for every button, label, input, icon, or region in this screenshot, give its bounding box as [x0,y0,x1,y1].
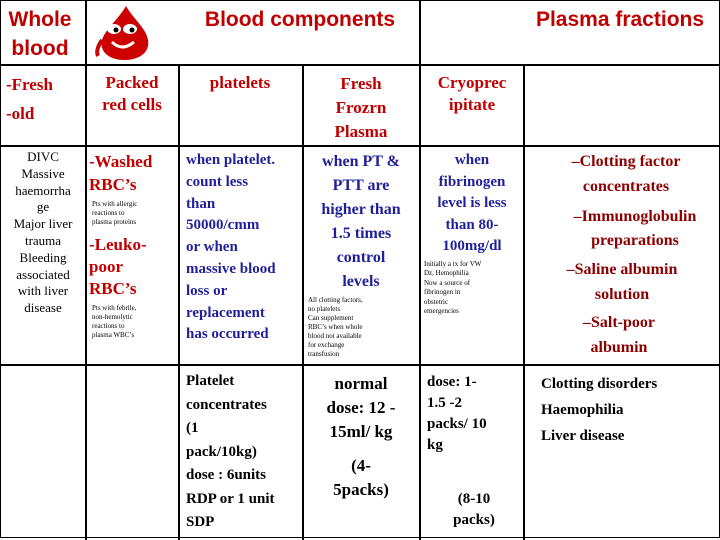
packed-cells-subtypes [89,150,177,340]
blood-drop-cartoon-icon [88,2,160,62]
cryoprecipitate-label: Cryoprec ipitate [437,73,507,114]
cryo-note: Initially a tx for VW Dz, Hemophilia Now a source of fibrinogen in obstetric emergencies [424,259,482,315]
grid-line [85,0,87,540]
washed-rbc-note: Pts with allergic reactions to plasma proteins [92,200,138,226]
ffp-dose: normal dose: 12 - 15ml/ kg [326,374,396,441]
saline-albumin-solution: –Saline albumin solution [566,261,678,303]
header-blood-components: Blood components [204,8,396,31]
grid-line [0,145,720,147]
plasma-fractions-uses: Clotting disorders Haemophilia Liver disease [541,376,658,444]
grid-line [0,364,720,366]
ffp-indication-cell [304,150,418,359]
clotting-factor-concentrates: –Clotting factor concentrates [571,153,681,195]
ffp-note: All clotting factors, no platelets Can supplement RBC’s when whole blood not available for exchange transfusion [308,296,363,358]
ffp-dose-cell [304,372,418,502]
salt-poor-albumin: –Salt-poor albumin [583,313,655,356]
whole-blood-types [6,70,84,128]
platelets-indication: when platelet. count less than 50000/cmm or when massive blood loss or replacement has occurred [186,152,276,343]
ffp-packs: (4- 5packs) [333,456,389,499]
plasma-fractions-list [526,150,718,360]
leuko-poor-rbc-note: Pts with febrile, non-hemolytic reactions to plasma WBC’s [92,304,137,339]
header-whole-blood [0,5,80,63]
ffp-indication: when PT & PTT are higher than 1.5 times control levels [321,153,401,290]
whole-blood-indications: DIVC Massive haemorrha ge Major liver trauma Bleeding associated with liver disease [13,149,73,316]
cryo-packs: (8-10 packs) [453,491,495,528]
cryo-dose-cell [427,372,521,531]
header-plasma-fractions: Plasma fractions [535,8,705,31]
grid-line [523,64,525,540]
platelet-dose: Platelet concentrates (1 pack/10kg) dose : 6units RDP or 1 unit SDP [186,373,275,530]
platelets-label: platelets [209,73,271,92]
header-whole-blood-line1: Whole [8,8,72,31]
fresh-frozen-plasma-label: Fresh Frozrn Plasma [334,74,388,141]
cryo-dose: dose: 1- 1.5 -2 packs/ 10 kg [427,374,487,453]
whole-blood-fresh: -Fresh [6,75,53,94]
whole-blood-old: -old [6,104,35,123]
packed-red-cells-label: Packed red cells [102,73,162,114]
grid-line [0,64,720,66]
grid-line [178,64,180,540]
cryo-indication: when fibrinogen level is less than 80- 100mg/dl [437,152,507,254]
washed-rbc-label: -Washed RBC’s [89,152,153,194]
leuko-poor-rbc-label: -Leuko- poor RBC’s [89,235,147,298]
immunoglobulin-preparations: –Immunoglobulin preparations [573,207,697,250]
header-whole-blood-line2: blood [11,37,69,60]
cryo-indication-cell [421,150,523,317]
